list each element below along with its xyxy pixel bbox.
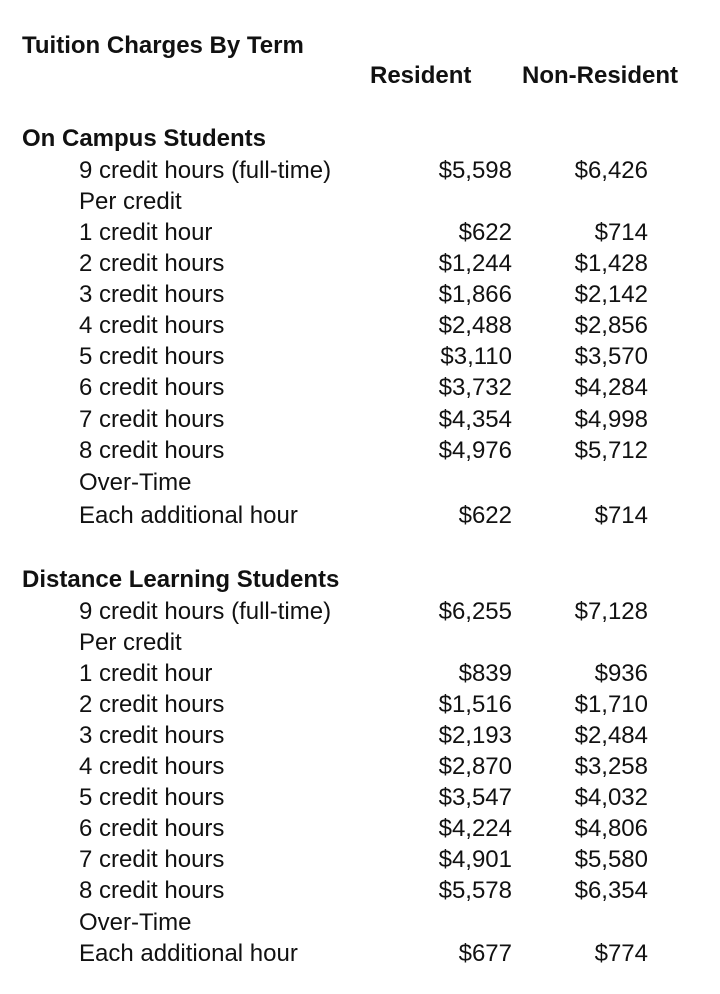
row-label: 3 credit hours (79, 722, 225, 749)
row-label: Each additional hour (79, 940, 298, 967)
table-row (0, 311, 720, 341)
row-label: 2 credit hours (79, 691, 225, 718)
resident-value: $4,354 (438, 406, 512, 433)
table-row (0, 690, 720, 720)
table-row (0, 876, 720, 906)
non-resident-value: $936 (594, 660, 648, 687)
table-row (0, 373, 720, 403)
non-resident-value: $774 (594, 940, 648, 967)
row-label: 7 credit hours (79, 406, 225, 433)
row-label: 8 credit hours (79, 877, 225, 904)
table-row (0, 908, 720, 938)
resident-value: $622 (458, 502, 512, 529)
resident-value: $1,866 (438, 281, 512, 308)
resident-value: $2,193 (438, 722, 512, 749)
resident-column-header: Resident (370, 62, 472, 89)
row-label: 3 credit hours (79, 281, 225, 308)
row-label: 5 credit hours (79, 343, 225, 370)
non-resident-value: $4,998 (574, 406, 648, 433)
non-resident-value: $1,428 (574, 250, 648, 277)
resident-value: $4,224 (438, 815, 512, 842)
non-resident-value: $7,128 (574, 598, 648, 625)
table-row (0, 814, 720, 844)
resident-value: $6,255 (438, 598, 512, 625)
table-row (0, 436, 720, 466)
page-title: Tuition Charges By Term (22, 32, 304, 59)
row-label: 1 credit hour (79, 660, 213, 687)
table-row (0, 187, 720, 217)
row-label: Each additional hour (79, 502, 298, 529)
resident-value: $4,901 (438, 846, 512, 873)
non-resident-value: $6,426 (574, 157, 648, 184)
table-row (0, 659, 720, 689)
resident-value: $677 (458, 940, 512, 967)
table-row (0, 218, 720, 248)
row-label: Over-Time (79, 469, 192, 496)
row-label: 1 credit hour (79, 219, 213, 246)
resident-value: $1,516 (438, 691, 512, 718)
table-row (0, 249, 720, 279)
row-label: 4 credit hours (79, 312, 225, 339)
table-row (0, 156, 720, 186)
table-row (0, 752, 720, 782)
resident-value: $2,870 (438, 753, 512, 780)
table-row (0, 501, 720, 531)
resident-value: $3,547 (438, 784, 512, 811)
table-row (0, 783, 720, 813)
non-resident-value: $2,856 (574, 312, 648, 339)
row-label: 5 credit hours (79, 784, 225, 811)
table-row (0, 342, 720, 372)
resident-value: $622 (458, 219, 512, 246)
resident-value: $3,732 (438, 374, 512, 401)
non-resident-value: $4,806 (574, 815, 648, 842)
table-row (0, 845, 720, 875)
non-resident-value: $2,142 (574, 281, 648, 308)
non-resident-value: $5,712 (574, 437, 648, 464)
resident-value: $1,244 (438, 250, 512, 277)
table-row (0, 628, 720, 658)
row-label: Over-Time (79, 909, 192, 936)
non-resident-value: $6,354 (574, 877, 648, 904)
resident-value: $839 (458, 660, 512, 687)
non-resident-value: $3,570 (574, 343, 648, 370)
non-resident-value: $714 (594, 502, 648, 529)
row-label: 2 credit hours (79, 250, 225, 277)
non-resident-column-header: Non-Resident (522, 62, 678, 89)
non-resident-value: $4,032 (574, 784, 648, 811)
table-row (0, 280, 720, 310)
resident-value: $4,976 (438, 437, 512, 464)
non-resident-value: $3,258 (574, 753, 648, 780)
distance-learning-heading: Distance Learning Students (22, 566, 340, 593)
table-row (0, 405, 720, 435)
non-resident-value: $1,710 (574, 691, 648, 718)
row-label: 9 credit hours (full-time) (79, 598, 332, 625)
table-row (0, 597, 720, 627)
row-label: Per credit (79, 188, 182, 215)
table-row (0, 468, 720, 498)
on-campus-heading: On Campus Students (22, 125, 267, 152)
row-label: 9 credit hours (full-time) (79, 157, 332, 184)
non-resident-value: $5,580 (574, 846, 648, 873)
row-label: 6 credit hours (79, 374, 225, 401)
row-label: Per credit (79, 629, 182, 656)
row-label: 8 credit hours (79, 437, 225, 464)
row-label: 4 credit hours (79, 753, 225, 780)
non-resident-value: $714 (594, 219, 648, 246)
row-label: 6 credit hours (79, 815, 225, 842)
resident-value: $5,578 (438, 877, 512, 904)
row-label: 7 credit hours (79, 846, 225, 873)
resident-value: $2,488 (438, 312, 512, 339)
table-row (0, 939, 720, 969)
resident-value: $3,110 (440, 343, 512, 370)
resident-value: $5,598 (438, 157, 512, 184)
table-row (0, 721, 720, 751)
non-resident-value: $2,484 (574, 722, 648, 749)
non-resident-value: $4,284 (574, 374, 648, 401)
